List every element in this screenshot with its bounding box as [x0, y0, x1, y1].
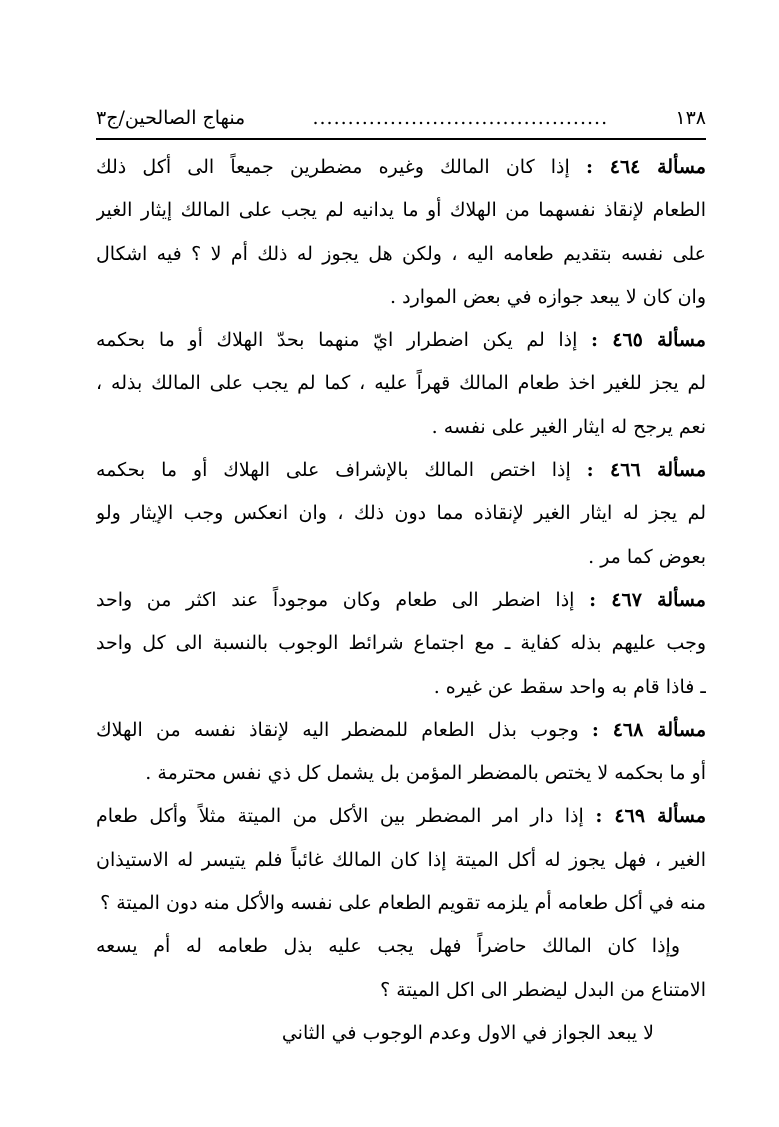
- issue-label: مسألة ٤٦٧ :: [589, 588, 706, 611]
- text-line: [96, 666, 706, 709]
- line-text: إذا دار امر المضطر بين الأكل من الميتة مثلاً وأكل طعام: [96, 805, 596, 828]
- line-text: إذا لم يكن اضطرار ايّ منهما بحدّ الهلاك أو ما بحكمه: [96, 329, 592, 352]
- line-text: بعوض كما مر .: [588, 545, 706, 568]
- line-text: أو ما بحكمه لا يختص بالمضطر المؤمن بل يشمل كل ذي نفس محترمة .: [145, 762, 706, 785]
- line-text: منه في أكل طعامه أم يلزمه تقويم الطعام على نفسه والأكل منه دون الميتة ؟: [100, 892, 706, 915]
- issue-label: مسألة ٤٦٨ :: [591, 718, 706, 741]
- issue-first-line: [96, 579, 706, 622]
- text-line: [96, 362, 706, 405]
- text-line: [96, 969, 706, 1012]
- text-line: [96, 406, 706, 449]
- page-body: [96, 146, 706, 1055]
- line-text: لم يجز له ايثار الغير لإنقاذه مما دون ذلك ، وان انعكس وجب الإيثار ولو: [96, 502, 706, 525]
- text-line: [96, 925, 706, 968]
- running-title: منهاج الصالحين/ج٣: [96, 107, 246, 129]
- line-text: الغير ، فهل يجوز له أكل الميتة إذا كان المالك غائباً فلم يتيسر له الاستيذان: [96, 848, 706, 871]
- text-line: [96, 233, 706, 276]
- text-line: [96, 839, 706, 882]
- line-text: الامتناع من البدل ليضطر الى اكل الميتة ؟: [380, 978, 706, 1001]
- header-leader-dots: ..........................................: [312, 107, 609, 129]
- line-text: وجب عليهم بذله كفاية ـ مع اجتماع شرائط الوجوب بالنسبة الى كل واحد: [96, 632, 706, 655]
- line-text: الطعام لإنقاذ نفسهما من الهلاك أو ما يدانيه لم يجب على المالك إيثار الغير: [96, 199, 706, 222]
- issue-label: مسألة ٤٦٦ :: [586, 459, 706, 482]
- line-text: على نفسه بتقديم طعامه اليه ، ولكن هل يجوز له ذلك أم لا ؟ فيه اشكال: [96, 242, 706, 265]
- line-text: إذا اختص المالك بالإشراف على الهلاك أو ما بحكمه: [96, 459, 587, 482]
- header-rule: [96, 138, 706, 140]
- text-line: [96, 1012, 706, 1055]
- issue-first-line: [96, 319, 706, 362]
- text-line: [96, 882, 706, 925]
- line-text: لم يجز للغير اخذ طعام المالك قهراً عليه ، كما لم يجب على المالك بذله ،: [96, 372, 706, 395]
- line-text: إذا اضطر الى طعام وكان موجوداً عند اكثر من واحد: [96, 588, 590, 611]
- line-text: لا يبعد الجواز في الاول وعدم الوجوب في الثاني: [281, 1021, 654, 1044]
- issue-label: مسألة ٤٦٩ :: [595, 805, 706, 828]
- page-header: [96, 100, 706, 136]
- text-line: [96, 276, 706, 319]
- line-text: وان كان لا يبعد جوازه في بعض الموارد .: [390, 285, 706, 308]
- text-line: [96, 536, 706, 579]
- line-text: إذا كان المالك وغيره مضطرين جميعاً الى أكل ذلك: [96, 156, 586, 178]
- text-line: [96, 752, 706, 795]
- text-line: [96, 492, 706, 535]
- issue-label: مسألة ٤٦٥ :: [591, 329, 706, 352]
- issue-first-line: [96, 449, 706, 492]
- text-line: [96, 189, 706, 232]
- text-line: [96, 622, 706, 665]
- page-number: ١٣٨: [675, 107, 706, 129]
- issue-first-line: [96, 709, 706, 752]
- line-text: نعم يرجح له ايثار الغير على نفسه .: [431, 415, 706, 438]
- line-text: وإذا كان المالك حاضراً فهل يجب عليه بذل طعامه له أم يسعه: [96, 935, 680, 958]
- line-text: وجوب بذل الطعام للمضطر اليه لإنقاذ نفسه من الهلاك: [96, 718, 592, 741]
- line-text: ـ فاذا قام به واحد سقط عن غيره .: [433, 675, 706, 698]
- issue-label: مسألة ٤٦٤ :: [585, 156, 706, 178]
- issue-first-line: [96, 146, 706, 189]
- issue-first-line: [96, 795, 706, 838]
